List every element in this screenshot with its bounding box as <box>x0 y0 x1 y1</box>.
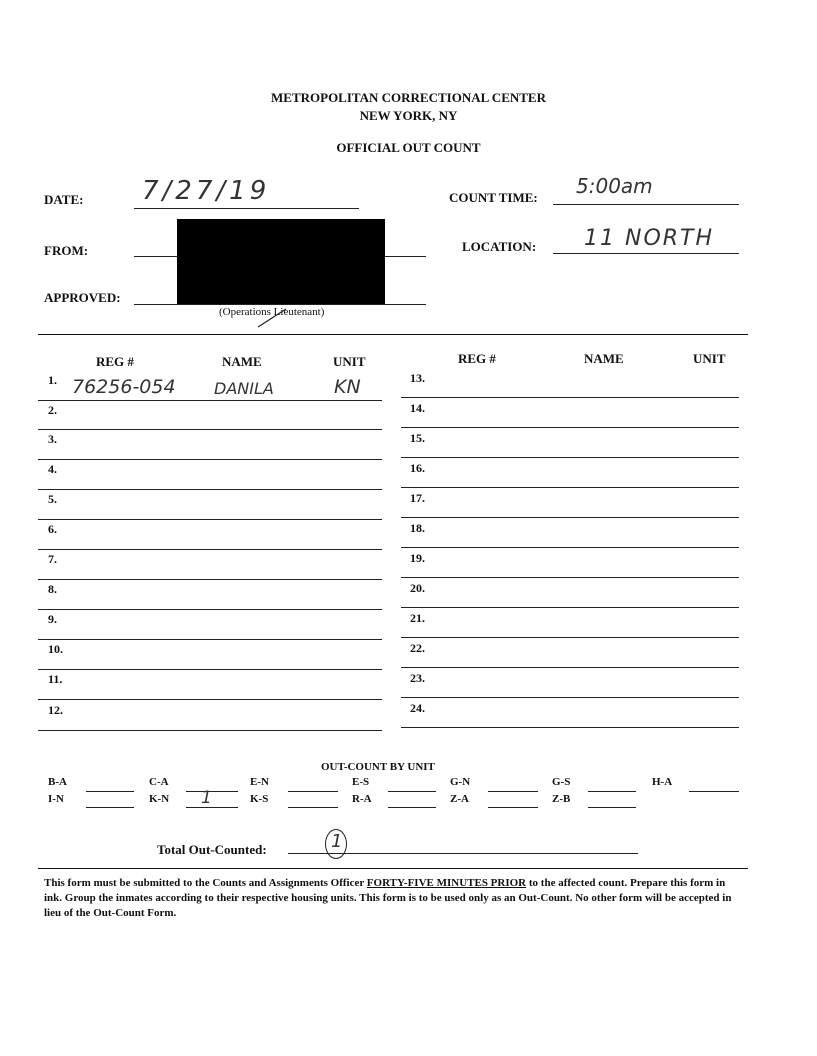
date-line <box>134 208 359 209</box>
signature-mark-icon <box>252 306 292 330</box>
out-count-title: OUT-COUNT BY UNIT <box>321 761 435 773</box>
left-row-line <box>38 730 382 731</box>
unit-line <box>86 791 134 792</box>
unit-line <box>488 807 538 808</box>
approved-label: APPROVED: <box>44 290 121 305</box>
left-row-number: 3. <box>48 432 57 446</box>
total-line <box>288 853 638 854</box>
total-value[interactable]: 1 <box>331 831 343 852</box>
left-row-number: 12. <box>48 703 63 717</box>
right-row-line <box>401 397 739 398</box>
left-row-number: 5. <box>48 492 57 506</box>
right-row-line <box>401 577 739 578</box>
right-row-line <box>401 517 739 518</box>
redaction-box <box>177 219 385 304</box>
approved-line <box>134 304 426 305</box>
right-row-number: 20. <box>410 581 425 595</box>
date-value[interactable]: 7/27/19 <box>142 176 271 206</box>
right-header-reg: REG # <box>458 351 496 366</box>
left-header-reg: REG # <box>96 354 134 369</box>
right-row-line <box>401 547 739 548</box>
unit-line <box>86 807 134 808</box>
unit-line <box>288 791 338 792</box>
right-row-line <box>401 427 739 428</box>
right-row-number: 14. <box>410 401 425 415</box>
left-row-line <box>38 429 382 430</box>
left-row-line <box>38 699 382 700</box>
left-header-unit: UNIT <box>333 354 366 369</box>
count-time-line <box>553 204 739 205</box>
unit-line <box>588 791 636 792</box>
footer-text-before: This form must be submitted to the Counts and Assignments Officer <box>44 877 367 889</box>
left-row-number: 9. <box>48 612 57 626</box>
left-row-number: 6. <box>48 522 57 536</box>
left-row-line <box>38 489 382 490</box>
table-top-divider <box>38 334 748 335</box>
left-row-number: 10. <box>48 642 63 656</box>
right-row-line <box>401 637 739 638</box>
left-row-line <box>38 609 382 610</box>
right-row-number: 17. <box>410 491 425 505</box>
unit-line <box>689 791 739 792</box>
unit-label: E-N <box>250 776 269 788</box>
location-label: LOCATION: <box>462 239 537 254</box>
right-row-number: 21. <box>410 611 425 625</box>
right-row-number: 19. <box>410 551 425 565</box>
count-time-label: COUNT TIME: <box>449 190 538 205</box>
unit-label: H-A <box>652 776 673 788</box>
unit-label: C-A <box>149 776 169 788</box>
institution-city: NEW YORK, NY <box>359 108 458 123</box>
footer-text-after: to the affected count. Prepare this form in ink. Group the inmates according to their respective housing units. This form is to be used only as an Out-Count. No other form will be accepted in lieu of the Out-Count Form. <box>44 877 732 919</box>
right-row-number: 15. <box>410 431 425 445</box>
unit-line <box>388 791 436 792</box>
left-row-line <box>38 400 382 401</box>
right-header-name: NAME <box>584 351 624 366</box>
unit-label: K-N <box>149 793 170 805</box>
right-row-number: 13. <box>410 371 425 385</box>
footer-emphasis: FORTY-FIVE MINUTES PRIOR <box>366 877 527 889</box>
right-row-number: 16. <box>410 461 425 475</box>
right-row-number: 23. <box>410 671 425 685</box>
unit-label: Z-A <box>450 793 469 805</box>
right-row-number: 24. <box>410 701 425 715</box>
right-row-line <box>401 607 739 608</box>
left-row-number: 4. <box>48 462 57 476</box>
unit-line <box>488 791 538 792</box>
unit-label: B-A <box>48 776 67 788</box>
left-row-line <box>38 669 382 670</box>
footer-divider <box>38 868 748 869</box>
left-row-line <box>38 519 382 520</box>
right-row-line <box>401 697 739 698</box>
left-row-line <box>38 639 382 640</box>
unit-label: R-A <box>352 793 372 805</box>
right-row-line <box>401 727 739 728</box>
kn-count-value[interactable]: 1 <box>201 788 212 808</box>
left-row-line <box>38 579 382 580</box>
unit-label: K-S <box>250 793 269 805</box>
left-row-line <box>38 549 382 550</box>
unit-label: Z-B <box>552 793 571 805</box>
unit-label: I-N <box>48 793 64 805</box>
unit-label: G-S <box>552 776 571 788</box>
right-row-line <box>401 667 739 668</box>
left-header-name: NAME <box>222 354 262 369</box>
form-title: OFFICIAL OUT COUNT <box>336 140 481 155</box>
right-header-unit: UNIT <box>693 351 726 366</box>
left-row-line <box>38 459 382 460</box>
right-row-line <box>401 457 739 458</box>
left-row-number: 7. <box>48 552 57 566</box>
left-row-number: 1. <box>48 373 57 387</box>
right-row-line <box>401 487 739 488</box>
unit-label: G-N <box>450 776 471 788</box>
unit-line <box>588 807 636 808</box>
date-label: DATE: <box>44 192 84 207</box>
total-label: Total Out-Counted: <box>157 842 267 857</box>
right-row-number: 22. <box>410 641 425 655</box>
from-label: FROM: <box>44 243 89 258</box>
left-row-number: 8. <box>48 582 57 596</box>
approved-caption: (Operations Lieutenant) <box>219 306 325 318</box>
right-row-number: 18. <box>410 521 425 535</box>
count-time-value[interactable]: 5:00am <box>576 174 653 198</box>
unit-line <box>186 807 238 808</box>
unit-label: E-S <box>352 776 370 788</box>
location-value[interactable]: 11 NORTH <box>584 226 715 251</box>
footer-instructions <box>44 876 744 921</box>
row1-reg-value[interactable]: 76256-054 <box>72 376 176 398</box>
unit-line <box>388 807 436 808</box>
location-line <box>553 253 739 254</box>
unit-line <box>288 807 338 808</box>
institution-title: METROPOLITAN CORRECTIONAL CENTER <box>271 90 546 105</box>
left-row-number: 11. <box>48 672 63 686</box>
row1-name-value[interactable]: DANILA <box>214 379 274 398</box>
unit-line <box>186 791 238 792</box>
left-row-number: 2. <box>48 403 57 417</box>
row1-unit-value[interactable]: KN <box>334 376 361 398</box>
